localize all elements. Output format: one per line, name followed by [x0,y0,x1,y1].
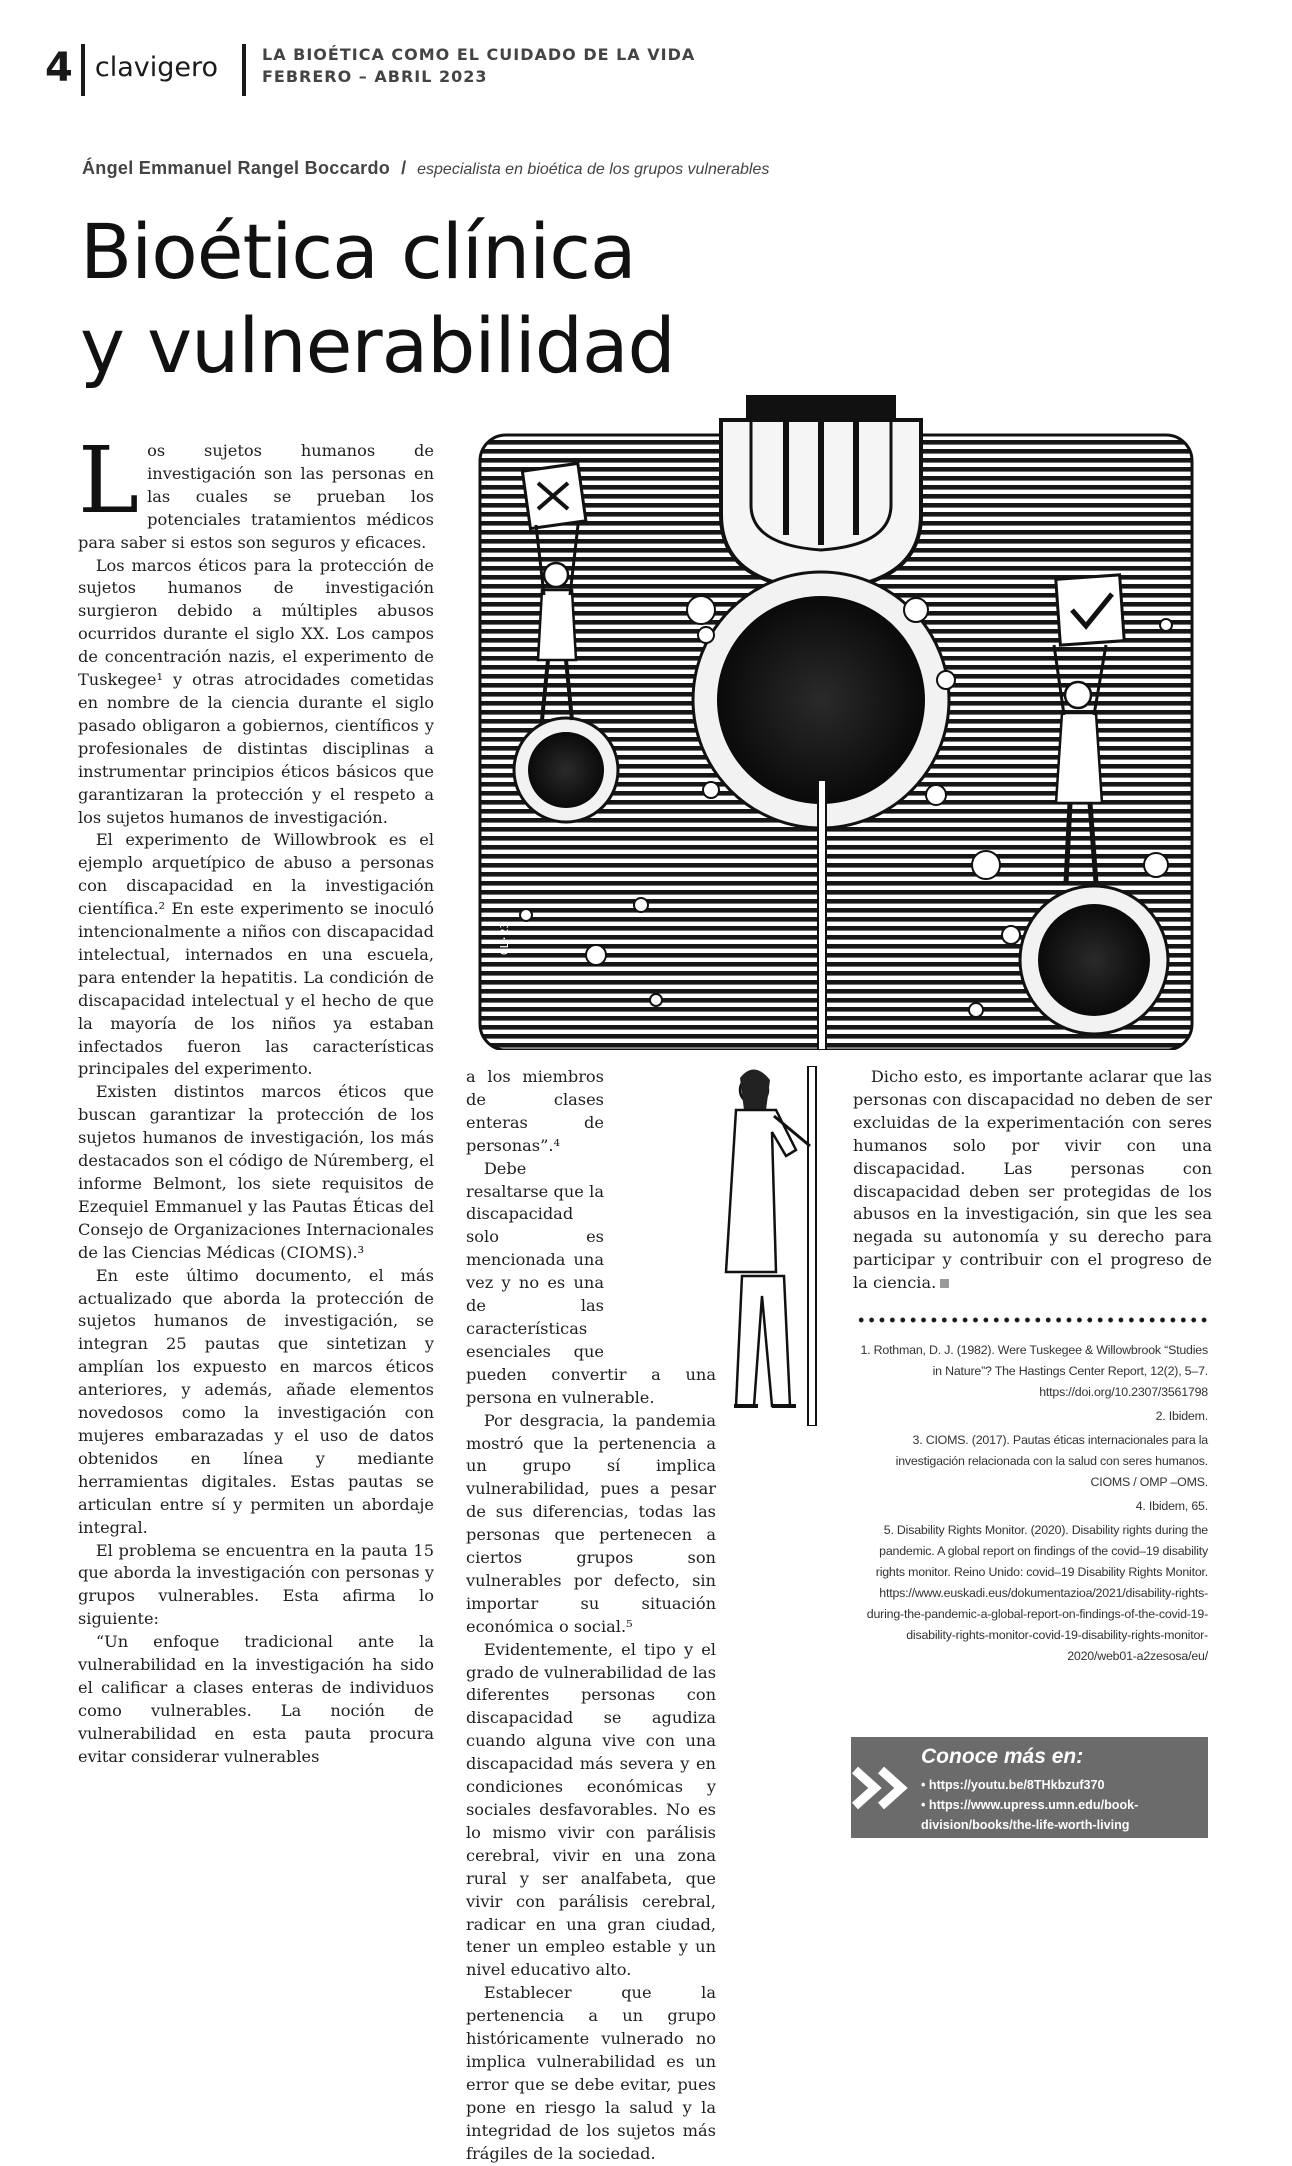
publication-name: clavigero [94,52,218,83]
illustration-figure [714,1066,854,1426]
article-column-3 [853,1066,1212,1295]
learn-more-box [851,1737,1208,1838]
paragraph: a los miembros de clases enteras de personas”.⁴ [466,1067,604,1155]
issue-date: FEBRERO – ABRIL 2023 [262,67,488,86]
double-chevron-icon [851,1737,921,1838]
paragraph: Evidentemente, el tipo y el grado de vulnerabilidad de las diferentes personas con discapacidad se agudiza cuando alguna vive con una discapacidad más severa y en condiciones económicas y sociales desfavorables. No es lo mismo vivir con parálisis cerebral, vivir en una zona rural y ser analfabeta, que vivir con parálisis cerebral, radicar en una gran ciudad, tener un empleo estable y un nivel educativo alto. [466,1639,716,1980]
byline [82,158,769,179]
paragraph: Los marcos éticos para la protección de sujetos humanos de investigación surgieron debido a múltiples abusos ocurridos durante el siglo XX. Los campos de concentración nazis, el experimento de Tuskegee¹ y otras atrocidades cometidas en nombre de la ciencia durante el siglo pasado obligaron a gobiernos, científicos y profesionales de distintas disciplinas a instrumentar principios éticos básicos que garantizaran la protección y el respeto a los sujetos humanos de investigación. [78,555,434,827]
footnote: 5. Disability Rights Monitor. (2020). Disability rights during the pandemic. A global report on findings of the covid–19 disability rights monitor. Reino Unido: covid–19 Disability Rights Monitor. https://www.euskadi.eus/dokumentazioa/2021/disability-rights-during-the-pandemic-a-global-report-on-findings-of-the-covid-19-disability-rights-monitor-covid-19-disability-rights-monitor-2020/web01-a2zesosa/eu/ [866,1523,1208,1663]
page-header [45,44,695,100]
author-name: Ángel Emmanuel Rangel Boccardo [82,158,391,178]
paragraph: En este último documento, el más actualizado que aborda la protección de sujetos humanos de investigación, se integran 25 pautas que sintetizan y amplían los expuesto en marcos éticos anteriores, y además, añade elementos novedosos como la investigación con mujeres embarazadas y el uso de datos obtenidos en línea y mediante herramientas digitales. Estas pautas se articulan entre sí y permiten un abordaje integral. [78,1265,434,1537]
article-title [80,205,675,393]
learn-more-link[interactable]: • https://youtu.be/8THkbzuf370 [921,1778,1105,1792]
section-info [262,44,695,88]
svg-text:GL·23: GL·23 [498,921,511,955]
article-illustration [466,395,1206,1050]
learn-more-heading: Conoce más en: [921,1745,1084,1768]
page-number: 4 [45,45,73,91]
figure-wrap-space [604,1066,716,1346]
header-divider-2 [242,44,246,96]
paragraph: Debe resaltarse que la discapacidad solo es mencionada una vez y no es una de las características esenciales que pueden convertir a una persona en vulnerable. [466,1158,716,1407]
footnote: 3. CIOMS. (2017). Pautas éticas internacionales para la investigación relacionada con la salud con seres humanos. CIOMS / OMP –OMS. [895,1433,1208,1489]
paragraph: “Un enfoque tradicional ante la vulnerabilidad en la investigación ha sido el calificar a clases enteras de individuos como vulnerables. La noción de vulnerabilidad en esta pauta procura evitar considerar vulnerables [78,1632,434,1766]
paragraph: El problema se encuentra en la pauta 15 que aborda la investigación con personas y grupos vulnerables. Esta afirma lo siguiente: [78,1540,434,1629]
byline-separator: / [401,158,407,178]
article-column-2 [466,1066,716,2166]
footnote: 2. Ibidem. [1155,1409,1208,1423]
end-mark-icon [940,1279,949,1288]
paragraph: Existen distintos marcos éticos que buscan garantizar la protección de los sujetos humanos de investigación, los más destacados son el código de Núremberg, el informe Belmont, los siete requisitos de Ezequiel Emmanuel y las Pautas Éticas del Consejo de Organizaciones Internacionales de las Ciencias Médicas (CIOMS).³ [78,1082,434,1262]
author-role: especialista en bioética de los grupos vulnerables [417,161,770,178]
title-line-2: y vulnerabilidad [80,301,675,390]
paragraph [853,1066,1212,1295]
paragraph-text: Dicho esto, es importante aclarar que las personas con discapacidad no deben de ser excluidas de la experimentación con seres humanos solo por vivir con una discapacidad. Las personas con discapacidad deben ser protegidas de los abusos en la investigación, sin que les sea negada su autonomía y su derecho para participar y contribuir con el progreso de la ciencia. [853,1067,1212,1293]
learn-more-link[interactable]: • https://www.upress.umn.edu/book-division/books/the-life-worth-living [921,1798,1139,1832]
paragraph-text: os sujetos humanos de investigación son las personas en las cuales se prueban los potenciales tratamientos médicos para saber si estos son seguros y eficaces. [78,441,434,552]
section-title: LA BIOÉTICA COMO EL CUIDADO DE LA VIDA [262,45,696,64]
paragraph: El experimento de Willowbrook es el ejemplo arquetípico de abuso a personas con discapacidad en la investigación científica.² En este experimento se inoculó intencionalmente a niños con discapacidad intelectual, internados en una escuela, para entender la hepatitis. La condición de discapacidad intelectual y el hecho de que la mayoría de los niños ya estaban infectados fueron las características principales del experimento. [78,830,434,1079]
paragraph [78,427,434,555]
footnote: 1. Rothman, D. J. (1982). Were Tuskegee & Willowbrook “Studies in Nature”? The Hastings Center Report, 12(2), 5–7. https://doi.org/10.2307/3561798 [860,1343,1208,1399]
header-divider [81,44,85,96]
paragraph: Establecer que la pertenencia a un grupo históricamente vulnerado no implica vulnerabilidad es un error que se debe evitar, pues pone en riesgo la salud y la integridad de los sujetos más frágiles de la sociedad. [466,1983,716,2163]
title-line-1: Bioética clínica [80,207,636,296]
footnote: 4. Ibidem, 65. [1135,1499,1208,1513]
paragraph: Por desgracia, la pandemia mostró que la pertenencia a un grupo sí implica vulnerabilidad, pues a pesar de sus diferencias, todas las personas que pertenecen a ciertos grupos son vulnerables por defecto, sin importar su situación económica o social.⁵ [466,1410,716,1636]
notes-divider [856,1316,1208,1324]
learn-more-content [921,1737,1208,1838]
footnotes [856,1340,1208,1670]
article-column-1 [78,427,434,1769]
drop-cap: L [78,427,140,534]
